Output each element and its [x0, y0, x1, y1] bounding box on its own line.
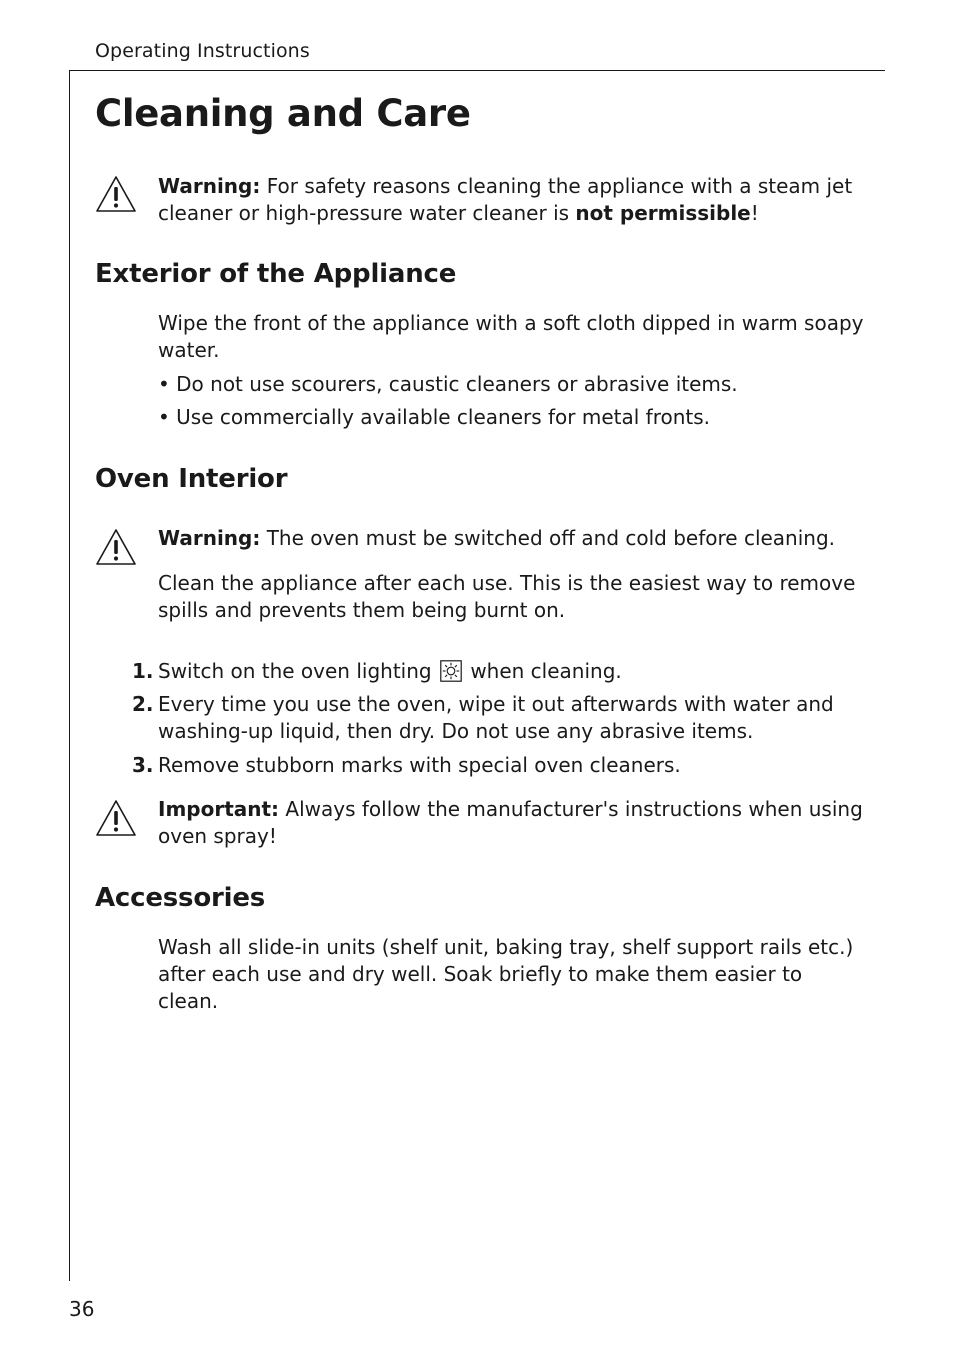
margin-rule [69, 70, 70, 1281]
oven-light-icon [440, 660, 462, 682]
important-text: Always follow the manufacturer's instructions when using oven spray! [158, 797, 863, 848]
warning-end: ! [750, 201, 759, 225]
step-number: 1. [132, 659, 154, 683]
step-text: Switch on the oven lighting [158, 659, 432, 683]
running-header: Operating Instructions [95, 40, 310, 62]
header-rule [69, 70, 885, 71]
warning-label: Warning: [158, 174, 261, 198]
warning-triangle-icon [94, 174, 138, 214]
important-label: Important: [158, 797, 280, 821]
accessories-text: Wash all slide-in units (shelf unit, baking tray, shelf support rails etc.) after each use and dry well. Soak briefly to make them easier to clean. [158, 935, 854, 1013]
warning-triangle-icon [94, 527, 138, 567]
oven-warning [158, 525, 868, 552]
warning-triangle-icon [94, 798, 138, 838]
warning-label: Warning: [158, 526, 261, 550]
step-number: 2. [132, 692, 154, 716]
step-number: 3. [132, 753, 154, 777]
page-number: 36 [69, 1297, 95, 1321]
exterior-text: Wipe the front of the appliance with a soft cloth dipped in warm soapy water. [158, 311, 864, 362]
important-note [158, 796, 868, 850]
bullet-item: • Use commercially available cleaners for metal fronts. [158, 405, 711, 429]
section-heading-exterior: Exterior of the Appliance [95, 259, 457, 289]
safety-warning [158, 173, 868, 227]
warning-text: The oven must be switched off and cold before cleaning. [266, 526, 836, 550]
step-item: Remove stubborn marks with special oven cleaners. [158, 753, 681, 777]
section-heading-accessories: Accessories [95, 883, 266, 913]
step-item: Every time you use the oven, wipe it out afterwards with water and washing-up liquid, then dry. Do not use any abrasive items. [158, 692, 834, 743]
oven-intro: Clean the appliance after each use. This is the easiest way to remove spills and prevents them being burnt on. [158, 571, 856, 622]
section-heading-oven-interior: Oven Interior [95, 464, 288, 494]
warning-text: For safety reasons cleaning the appliance with a steam jet cleaner or high-pressure water cleaner is [158, 174, 853, 225]
warning-emphasis: not permissible [575, 201, 751, 225]
step-item [158, 658, 868, 685]
step-text: when cleaning. [470, 659, 622, 683]
page-title: Cleaning and Care [95, 92, 471, 135]
bullet-item: • Do not use scourers, caustic cleaners or abrasive items. [158, 372, 738, 396]
